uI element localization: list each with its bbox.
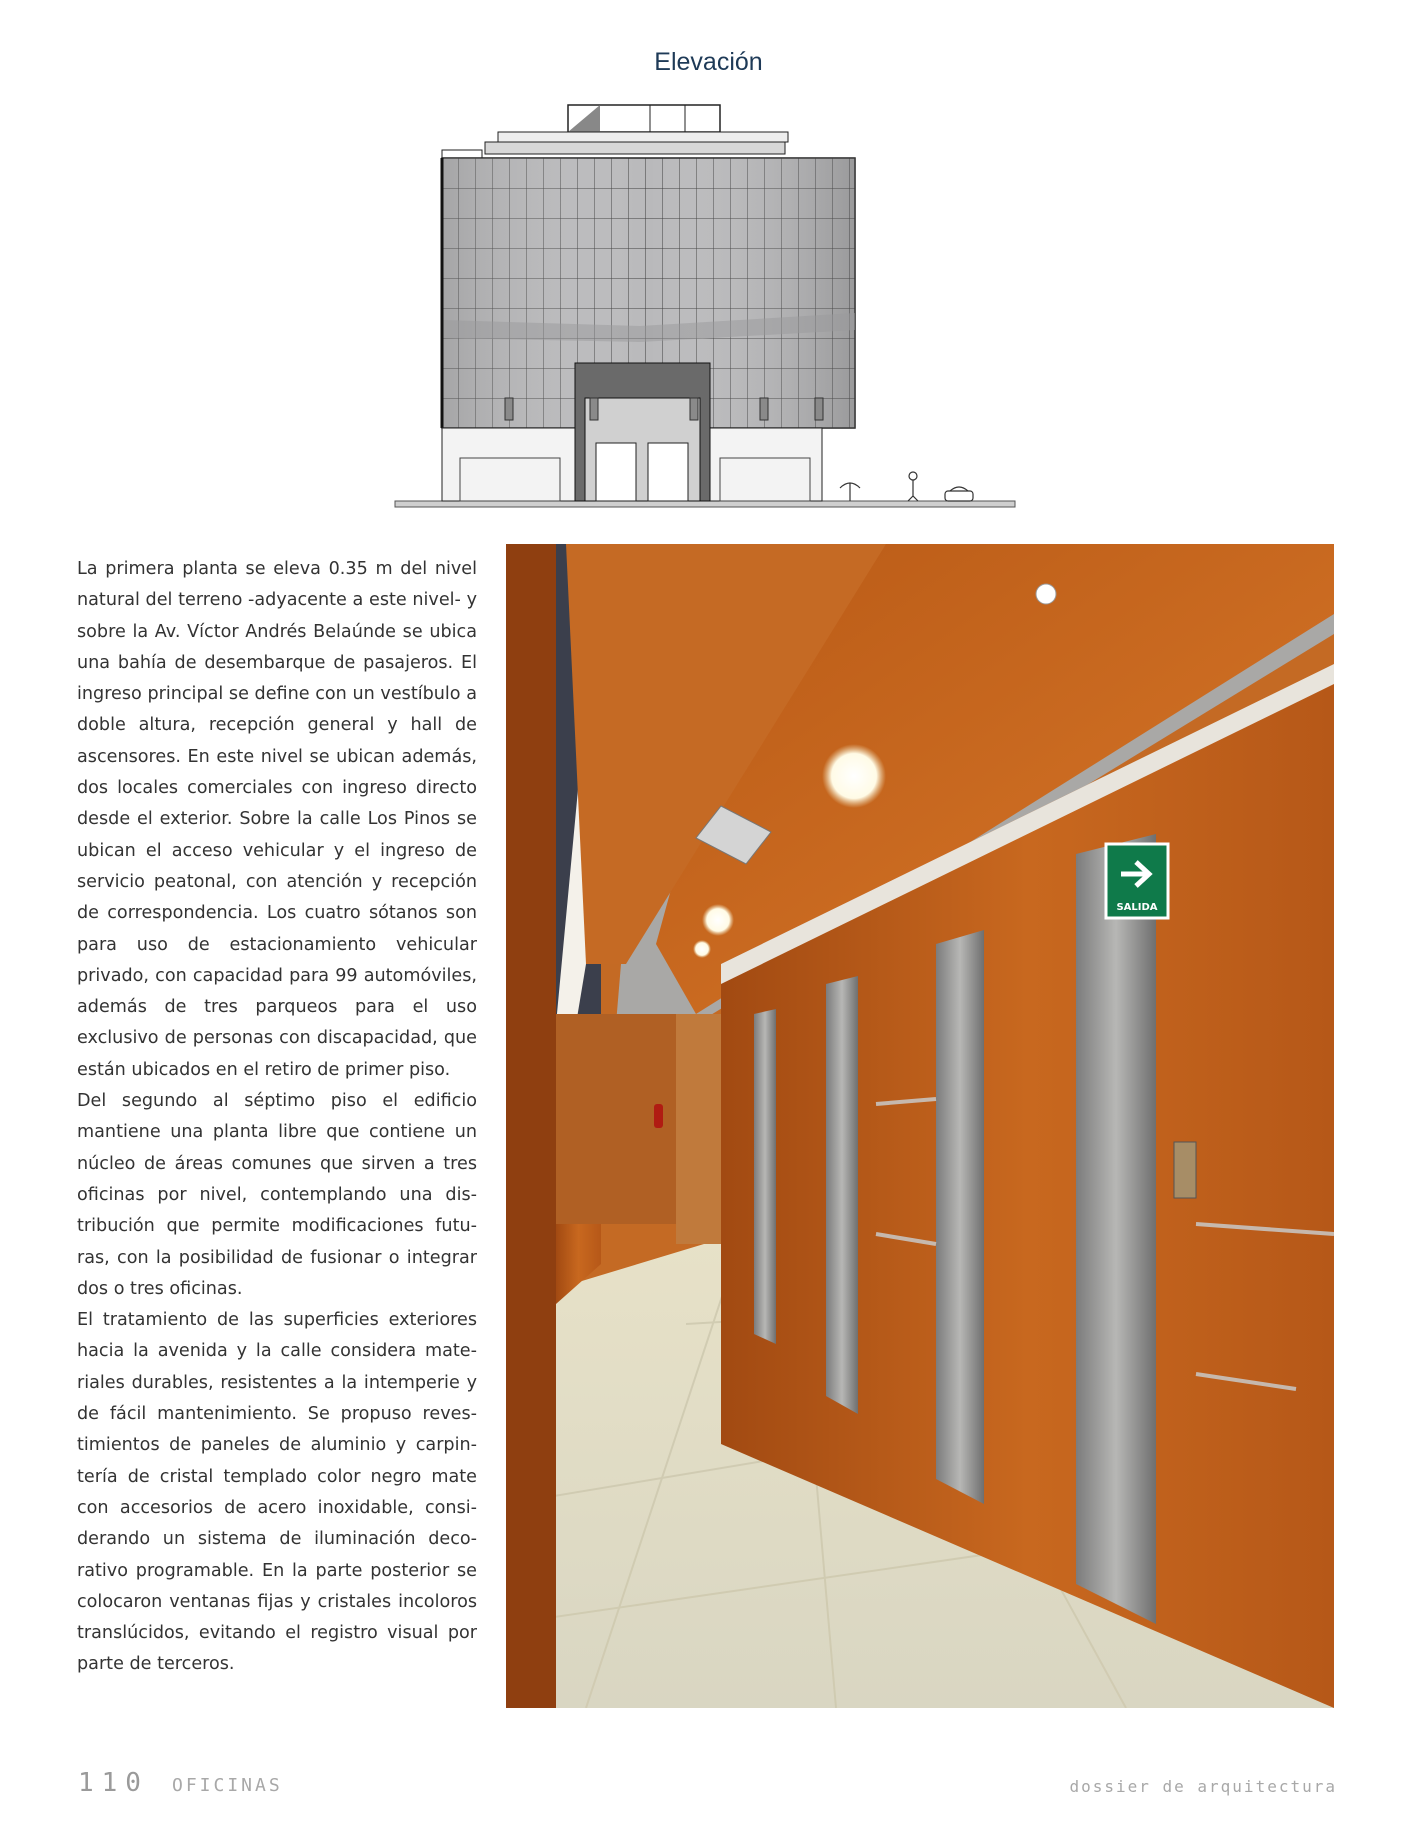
- exit-sign-text: SALIDA: [1116, 902, 1158, 913]
- page-title: Elevación: [654, 48, 763, 76]
- magazine-name: dossier de arquitectura: [1069, 1777, 1337, 1796]
- page-number: 110: [78, 1768, 149, 1798]
- paragraph-1: La primera planta se eleva 0.35 m del nivel natural del terreno -adyacente a este nivel- y sobre la Av. Víctor Andrés Belaúnde se ubica una bahía de desembarque de pasajeros. El ingreso principal se define con un vestíbulo a doble altura, recepción general y hall de ascensores. En este nivel se ubican además, dos locales comerciales con ingreso directo desde el exterior. Sobre la calle Los Pinos se ubican el acceso vehicular y el ingreso de servicio peatonal, con atención y recepción de correspondencia. Los cuatro sótanos son para uso de estacionamiento vehicular privado, con capacidad para 99 automóviles, además de tres parqueos para el uso exclusivo de personas con discapacidad, que están ubicados en el retiro de primer piso.: [77, 559, 477, 1080]
- elevation-drawing: [390, 98, 1020, 518]
- section-label: OFICINAS: [172, 1775, 283, 1796]
- paragraph-2: Del segundo al séptimo piso el edificio mantiene una planta libre que contiene un núcleo de áreas comunes que sirven a tres oficinas por nivel, contemplando una distribución que permite modificaciones futuras, con la posibilidad de fusionar o integrar dos o tres oficinas.: [77, 1091, 477, 1299]
- paragraph-3: El tratamiento de las superficies exteriores hacia la avenida y la calle considera materiales durables, resistentes a la intemperie y de fácil mantenimiento. Se propuso revestimientos de paneles de aluminio y carpintería de cristal templado color negro mate con accesorios de acero inoxidable, considerando un sistema de iluminación decorativo programable. En la parte posterior se colocaron ventanas fijas y cristales incoloros translúcidos, evitando el registro visual por parte de terceros.: [77, 1310, 477, 1675]
- elevator-hall-photo: [506, 544, 1334, 1708]
- article-body: [77, 554, 477, 1681]
